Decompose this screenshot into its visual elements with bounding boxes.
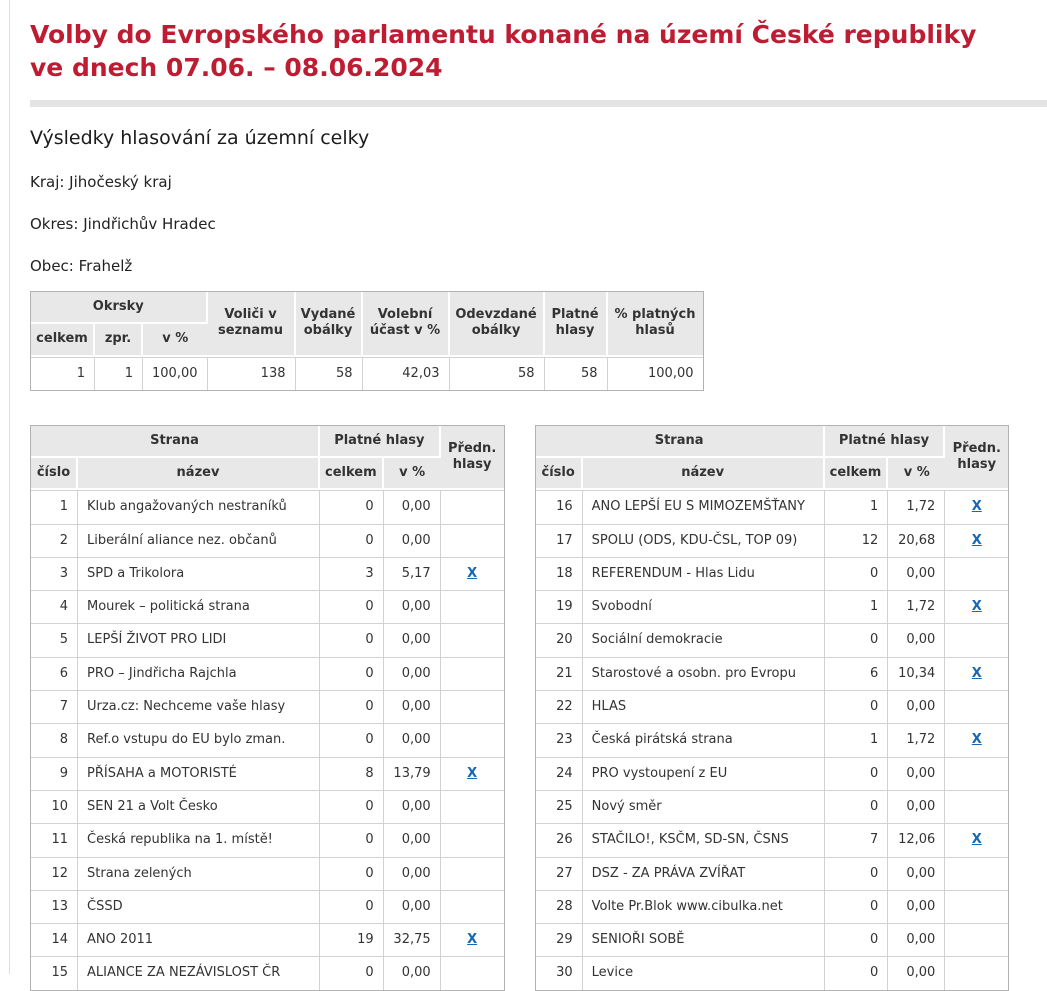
party-votes-pct: 0,00 (384, 623, 441, 656)
party-votes-total: 0 (825, 690, 889, 723)
party-votes-pct: 0,00 (384, 790, 441, 823)
header-platne-hlasy: Platné hlasy (545, 292, 608, 357)
party-row (536, 790, 1009, 823)
pref-votes-link[interactable]: X (971, 665, 982, 681)
party-pref-cell (945, 723, 1008, 756)
party-pref-cell (441, 923, 504, 956)
header-volebni-ucast: Volební účast v % (363, 292, 450, 357)
pref-votes-link[interactable]: X (467, 765, 478, 781)
party-name: PRO – Jindřicha Rajchla (78, 657, 320, 690)
party-number: 10 (31, 790, 78, 823)
party-number: 25 (536, 790, 583, 823)
header-okrsky: Okrsky (31, 292, 208, 324)
party-votes-total: 0 (320, 790, 384, 823)
party-pref-cell (441, 623, 504, 656)
party-number: 28 (536, 890, 583, 923)
party-row (31, 490, 504, 523)
party-votes-total: 0 (320, 524, 384, 557)
header-vydane-obalky: Vydané obálky (296, 292, 363, 357)
party-pref-cell (945, 857, 1008, 890)
party-number: 5 (31, 623, 78, 656)
party-name: Levice (583, 956, 825, 989)
header-platne-hlasy-group: Platné hlasy (320, 426, 441, 458)
party-votes-total: 7 (825, 823, 889, 856)
party-row (31, 956, 504, 989)
party-name: Urza.cz: Nechceme vaše hlasy (78, 690, 320, 723)
party-number: 17 (536, 524, 583, 557)
party-number: 9 (31, 757, 78, 790)
party-pref-cell (441, 590, 504, 623)
party-pref-cell (441, 956, 504, 989)
party-name: ALIANCE ZA NEZÁVISLOST ČR (78, 956, 320, 989)
party-number: 1 (31, 490, 78, 523)
party-number: 7 (31, 690, 78, 723)
party-pref-cell (441, 857, 504, 890)
party-votes-total: 0 (825, 956, 889, 989)
party-number: 22 (536, 690, 583, 723)
header-okrsky-celkem: celkem (31, 324, 95, 356)
party-row (536, 956, 1009, 989)
party-votes-pct: 1,72 (888, 490, 945, 523)
header-okrsky-vpct: v % (143, 324, 208, 356)
party-row (536, 490, 1009, 523)
party-row (31, 690, 504, 723)
party-votes-pct: 12,06 (888, 823, 945, 856)
party-pref-cell (945, 524, 1008, 557)
summary-row (31, 357, 703, 390)
party-row (536, 823, 1009, 856)
section-title: Výsledky hlasování za územní celky (30, 127, 370, 149)
okrsky-celkem-value: 1 (31, 357, 95, 390)
party-name: Strana zelených (78, 857, 320, 890)
header-celkem: celkem (825, 458, 889, 490)
party-pref-cell (945, 557, 1008, 590)
party-pref-cell (441, 757, 504, 790)
party-row (31, 923, 504, 956)
party-number: 29 (536, 923, 583, 956)
header-predn-hlasy: Předn. hlasy (441, 426, 504, 491)
pref-votes-link[interactable]: X (971, 532, 982, 548)
party-votes-total: 12 (825, 524, 889, 557)
party-row (536, 757, 1009, 790)
party-votes-total: 0 (320, 657, 384, 690)
party-votes-pct: 0,00 (888, 690, 945, 723)
party-number: 21 (536, 657, 583, 690)
party-pref-cell (441, 890, 504, 923)
party-number: 23 (536, 723, 583, 756)
party-votes-pct: 1,72 (888, 723, 945, 756)
party-votes-total: 0 (320, 956, 384, 989)
header-strana: Strana (31, 426, 320, 458)
party-name: PRO vystoupení z EU (583, 757, 825, 790)
party-votes-pct: 0,00 (888, 790, 945, 823)
party-name: DSZ - ZA PRÁVA ZVÍŘAT (583, 857, 825, 890)
party-pref-cell (441, 524, 504, 557)
party-votes-pct: 10,34 (888, 657, 945, 690)
party-number: 15 (31, 956, 78, 989)
party-pref-cell (945, 757, 1008, 790)
region-obec: Obec: Frahelž (30, 257, 133, 275)
party-number: 14 (31, 923, 78, 956)
party-row (31, 557, 504, 590)
party-number: 19 (536, 590, 583, 623)
page-title: Volby do Evropského parlamentu konané na území České republiky ve dnech 07.06. – 08.06.2024 (30, 20, 977, 82)
party-number: 4 (31, 590, 78, 623)
party-name: LEPŠÍ ŽIVOT PRO LIDI (78, 623, 320, 656)
pref-votes-link[interactable]: X (971, 832, 982, 848)
party-row (31, 890, 504, 923)
party-votes-pct: 0,00 (384, 956, 441, 989)
party-pref-cell (945, 890, 1008, 923)
party-row (31, 623, 504, 656)
party-votes-total: 0 (825, 623, 889, 656)
party-name: Volte Pr.Blok www.cibulka.net (583, 890, 825, 923)
party-pref-cell (945, 623, 1008, 656)
party-votes-pct: 0,00 (384, 657, 441, 690)
party-pref-cell (441, 557, 504, 590)
header-nazev: název (78, 458, 320, 490)
party-row (31, 723, 504, 756)
party-number: 6 (31, 657, 78, 690)
party-pref-cell (441, 790, 504, 823)
header-strana: Strana (536, 426, 825, 458)
party-row (536, 623, 1009, 656)
party-pref-cell (945, 956, 1008, 989)
party-name: HLAS (583, 690, 825, 723)
party-votes-pct: 0,00 (384, 690, 441, 723)
party-votes-pct: 0,00 (384, 590, 441, 623)
party-row (536, 557, 1009, 590)
header-vpct: v % (384, 458, 441, 490)
party-row (31, 524, 504, 557)
party-pref-cell (945, 657, 1008, 690)
header-cislo: číslo (31, 458, 78, 490)
header-nazev: název (583, 458, 825, 490)
party-row (31, 657, 504, 690)
party-votes-pct: 1,72 (888, 590, 945, 623)
party-votes-pct: 0,00 (384, 723, 441, 756)
party-row (536, 524, 1009, 557)
party-votes-total: 0 (320, 623, 384, 656)
header-vpct: v % (888, 458, 945, 490)
party-votes-pct: 0,00 (888, 857, 945, 890)
party-name: Nový směr (583, 790, 825, 823)
party-pref-cell (945, 690, 1008, 723)
party-votes-pct: 0,00 (384, 490, 441, 523)
party-name: Sociální demokracie (583, 623, 825, 656)
party-votes-total: 1 (825, 723, 889, 756)
party-name: PŘÍSAHA a MOTORISTÉ (78, 757, 320, 790)
party-votes-pct: 13,79 (384, 757, 441, 790)
party-votes-pct: 0,00 (384, 524, 441, 557)
party-votes-total: 0 (825, 923, 889, 956)
party-votes-total: 0 (320, 590, 384, 623)
party-number: 26 (536, 823, 583, 856)
pref-votes-link[interactable]: X (467, 565, 478, 581)
party-number: 2 (31, 524, 78, 557)
header-pct-platnych-hlasu: % platných hlasů (608, 292, 703, 357)
party-name: ANO LEPŠÍ EU S MIMOZEMŠŤANY (583, 490, 825, 523)
pref-votes-link[interactable]: X (971, 499, 982, 515)
party-votes-total: 0 (320, 823, 384, 856)
header-odevzdane-obalky: Odevzdané obálky (450, 292, 545, 357)
party-number: 12 (31, 857, 78, 890)
party-row (31, 823, 504, 856)
party-votes-total: 0 (825, 857, 889, 890)
party-votes-pct: 0,00 (888, 890, 945, 923)
party-row (536, 857, 1009, 890)
party-name: Ref.o vstupu do EU bylo zman. (78, 723, 320, 756)
party-row (536, 690, 1009, 723)
party-votes-total: 0 (320, 490, 384, 523)
party-votes-total: 1 (825, 490, 889, 523)
party-row (31, 857, 504, 890)
pref-votes-link[interactable]: X (971, 599, 982, 615)
vydane-obalky-value: 58 (296, 357, 363, 390)
party-votes-total: 0 (825, 757, 889, 790)
party-votes-pct: 0,00 (888, 557, 945, 590)
party-votes-pct: 0,00 (888, 623, 945, 656)
header-predn-hlasy: Předn. hlasy (945, 426, 1008, 491)
party-votes-pct: 32,75 (384, 923, 441, 956)
platne-hlasy-value: 58 (545, 357, 608, 390)
party-name: SENIOŘI SOBĚ (583, 923, 825, 956)
party-votes-pct: 20,68 (888, 524, 945, 557)
party-results-table-right (535, 425, 1010, 991)
party-votes-pct: 0,00 (888, 923, 945, 956)
party-votes-total: 0 (320, 723, 384, 756)
turnout-summary-table (30, 291, 704, 391)
pref-votes-link[interactable]: X (467, 932, 478, 948)
party-votes-pct: 0,00 (384, 823, 441, 856)
party-votes-total: 0 (320, 857, 384, 890)
volici-v-seznamu-value: 138 (208, 357, 296, 390)
party-name: Česká pirátská strana (583, 723, 825, 756)
party-number: 20 (536, 623, 583, 656)
party-row (31, 757, 504, 790)
party-name: Starostové a osobn. pro Evropu (583, 657, 825, 690)
party-name: ČSSD (78, 890, 320, 923)
header-platne-hlasy-group: Platné hlasy (825, 426, 946, 458)
party-pref-cell (945, 823, 1008, 856)
party-votes-total: 8 (320, 757, 384, 790)
party-pref-cell (441, 823, 504, 856)
party-pref-cell (441, 490, 504, 523)
party-pref-cell (441, 690, 504, 723)
region-okres: Okres: Jindřichův Hradec (30, 215, 216, 233)
party-pref-cell (945, 923, 1008, 956)
party-row (31, 790, 504, 823)
pct-platnych-hlasu-value: 100,00 (608, 357, 703, 390)
party-name: ANO 2011 (78, 923, 320, 956)
party-number: 30 (536, 956, 583, 989)
party-name: Mourek – politická strana (78, 590, 320, 623)
party-votes-total: 0 (320, 890, 384, 923)
party-votes-total: 3 (320, 557, 384, 590)
odevzdane-obalky-value: 58 (450, 357, 545, 390)
party-number: 8 (31, 723, 78, 756)
party-number: 18 (536, 557, 583, 590)
party-row (536, 657, 1009, 690)
party-votes-total: 0 (825, 557, 889, 590)
party-pref-cell (945, 490, 1008, 523)
party-votes-total: 0 (825, 790, 889, 823)
party-number: 27 (536, 857, 583, 890)
party-row (536, 723, 1009, 756)
party-number: 24 (536, 757, 583, 790)
header-cislo: číslo (536, 458, 583, 490)
party-name: STAČILO!, KSČM, SD-SN, ČSNS (583, 823, 825, 856)
party-number: 11 (31, 823, 78, 856)
header-celkem: celkem (320, 458, 384, 490)
party-results-table-left (30, 425, 505, 991)
party-row (536, 890, 1009, 923)
party-votes-pct: 0,00 (888, 956, 945, 989)
okrsky-zpr-value: 1 (95, 357, 143, 390)
party-votes-total: 0 (320, 690, 384, 723)
party-number: 16 (536, 490, 583, 523)
party-name: SEN 21 a Volt Česko (78, 790, 320, 823)
party-number: 13 (31, 890, 78, 923)
party-name: Česká republika na 1. místě! (78, 823, 320, 856)
party-row (31, 590, 504, 623)
party-row (536, 923, 1009, 956)
party-name: Svobodní (583, 590, 825, 623)
party-name: Klub angažovaných nestraníků (78, 490, 320, 523)
party-name: Liberální aliance nez. občanů (78, 524, 320, 557)
party-name: REFERENDUM - Hlas Lidu (583, 557, 825, 590)
party-votes-total: 0 (825, 890, 889, 923)
header-okrsky-zpr: zpr. (95, 324, 143, 356)
party-votes-pct: 0,00 (888, 757, 945, 790)
party-votes-pct: 0,00 (384, 890, 441, 923)
horizontal-divider (30, 100, 1047, 107)
okrsky-vpct-value: 100,00 (143, 357, 208, 390)
party-name: SPD a Trikolora (78, 557, 320, 590)
party-votes-pct: 5,17 (384, 557, 441, 590)
party-votes-total: 6 (825, 657, 889, 690)
pref-votes-link[interactable]: X (971, 732, 982, 748)
party-row (536, 590, 1009, 623)
party-number: 3 (31, 557, 78, 590)
party-votes-total: 1 (825, 590, 889, 623)
party-pref-cell (945, 790, 1008, 823)
party-pref-cell (441, 723, 504, 756)
header-volici-v-seznamu: Voliči v seznamu (208, 292, 296, 357)
party-votes-pct: 0,00 (384, 857, 441, 890)
party-name: SPOLU (ODS, KDU-ČSL, TOP 09) (583, 524, 825, 557)
party-votes-total: 19 (320, 923, 384, 956)
party-pref-cell (441, 657, 504, 690)
region-kraj: Kraj: Jihočeský kraj (30, 173, 172, 191)
volebni-ucast-value: 42,03 (363, 357, 450, 390)
party-pref-cell (945, 590, 1008, 623)
